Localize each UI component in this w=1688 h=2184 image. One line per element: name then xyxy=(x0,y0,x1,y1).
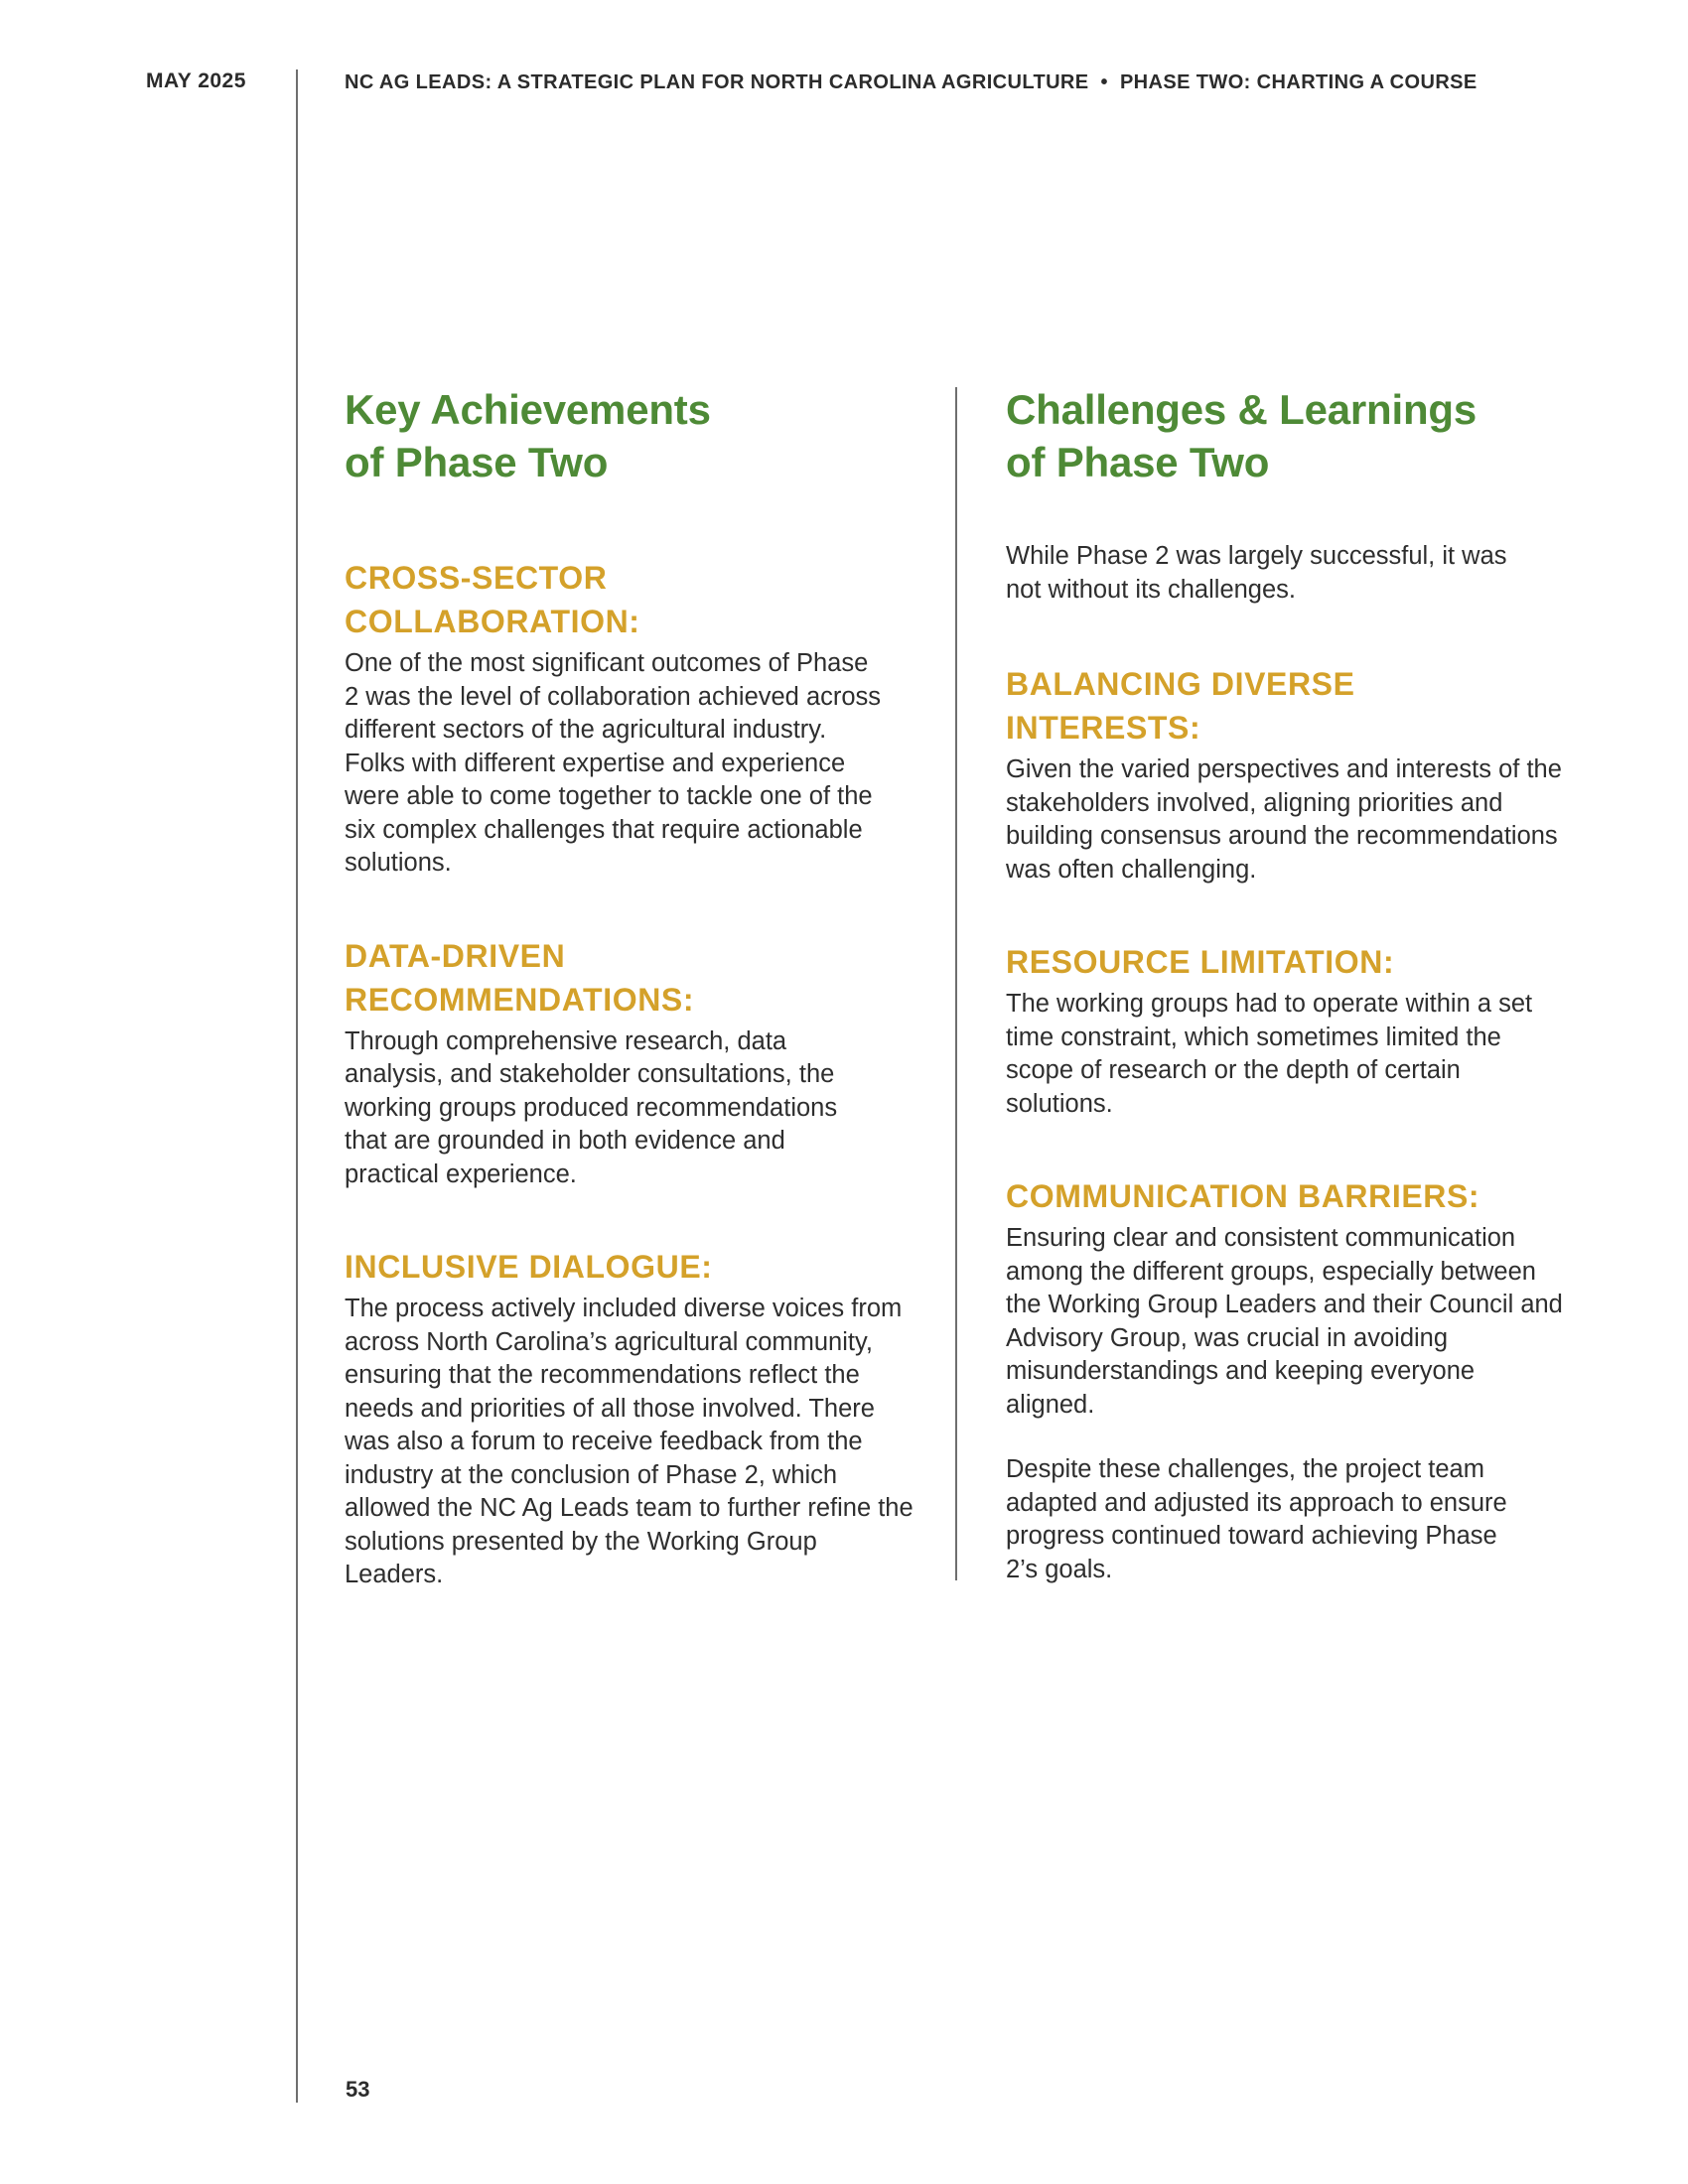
section-heading: CROSS-SECTOR COLLABORATION: xyxy=(345,560,640,639)
section-body: Given the varied perspectives and interests of the stakeholders involved, aligning priorities and building consensus around the recommendations was often challenging. xyxy=(1006,755,1562,884)
key-achievements-column xyxy=(345,383,920,1646)
section-heading: RESOURCE LIMITATION: xyxy=(1006,944,1395,980)
document-title: NC AG LEADS: A STRATEGIC PLAN FOR NORTH CAROLINA AGRICULTURE xyxy=(345,71,1089,93)
title-line-2: of Phase Two xyxy=(1006,439,1270,485)
section-inclusive-dialogue xyxy=(345,1245,915,1592)
section-body: Through comprehensive research, data analysis, and stakeholder consultations, the working groups produced recommendations that are grounded in both evidence and practical experience. xyxy=(345,1026,838,1188)
section-data-driven-recommendations xyxy=(345,934,886,1192)
section-balancing-diverse-interests xyxy=(1006,662,1562,887)
section-body: The process actively included diverse voices from across North Carolina’s agricultural community, ensuring that the recommendations reflect the needs and priorities of all those involved. There was also a forum to receive feedback from the industry at the conclusion of Phase 2, which allowed the NC Ag Leads team to further refine the solutions presented by the Working Group Leaders. xyxy=(345,1295,914,1588)
header-separator: • xyxy=(1100,71,1108,93)
key-achievements-title xyxy=(345,383,920,488)
section-body: The working groups had to operate within a set time constraint, which sometimes limited the scope of research or the depth of certain solutions. xyxy=(1006,990,1533,1118)
left-margin-rule xyxy=(296,69,298,2103)
title-line-2: of Phase Two xyxy=(345,439,609,485)
page-number: 53 xyxy=(346,2077,370,2102)
section-heading: INCLUSIVE DIALOGUE: xyxy=(345,1249,713,1285)
section-heading: BALANCING DIVERSE INTERESTS: xyxy=(1006,666,1355,746)
section-body: Ensuring clear and consistent communication among the different groups, especially between the Working Group Leaders and their Council and Advisory Group, was crucial in avoiding misunderstandings and keeping everyone aligned. xyxy=(1006,1224,1563,1419)
challenges-learnings-column xyxy=(1006,383,1562,1586)
challenges-learnings-title xyxy=(1006,383,1562,488)
phase-title: PHASE TWO: CHARTING A COURSE xyxy=(1119,71,1477,93)
challenges-conclusion: Despite these challenges, the project team adapted and adjusted its approach to ensure progress continued toward achieving Phase 2’s goals. xyxy=(1006,1455,1507,1583)
challenges-intro: While Phase 2 was largely successful, it was not without its challenges. xyxy=(1006,542,1507,604)
title-line-1: Challenges & Learnings xyxy=(1006,386,1477,433)
section-communication-barriers xyxy=(1006,1174,1567,1422)
section-heading: COMMUNICATION BARRIERS: xyxy=(1006,1178,1480,1214)
title-line-1: Key Achievements xyxy=(345,386,711,433)
header-title xyxy=(345,71,1477,94)
section-resource-limitation xyxy=(1006,940,1562,1121)
section-body: One of the most significant outcomes of Phase 2 was the level of collaboration achieved across different sectors of the agricultural industry. Folks with different expertise and experience were able to come together to tackle one of the six complex challenges that require actionable solutions. xyxy=(345,649,882,877)
section-heading: DATA-DRIVEN RECOMMENDATIONS: xyxy=(345,937,695,1018)
section-cross-sector-collaboration xyxy=(345,556,886,881)
column-divider xyxy=(955,387,957,1580)
header-date: MAY 2025 xyxy=(146,69,246,92)
